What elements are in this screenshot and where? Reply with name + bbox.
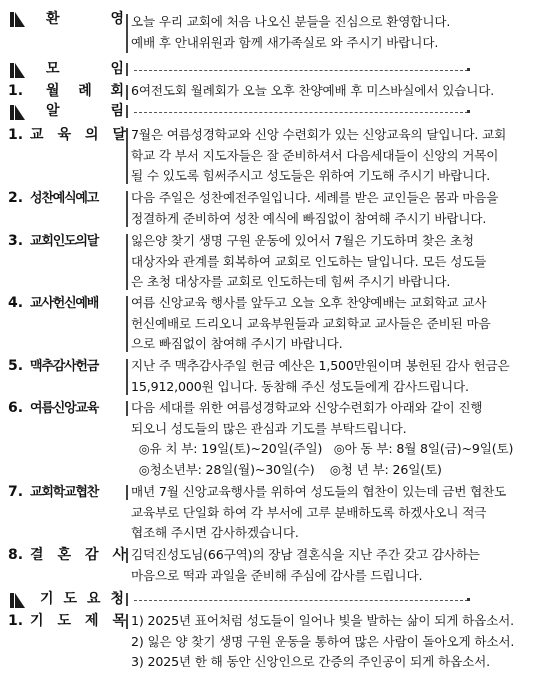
- divider: [126, 63, 128, 76]
- divider: [126, 14, 128, 53]
- dashed-rule: [134, 112, 468, 113]
- notice-item-text: 잃은양 찾기 생명 구원 운동에 있어서 7월은 기도하며 찾은 초청 대상자와 관계를 회복하여 교회로 인도하는 달입니다. 모든 성도들 은 초청 대상자를 교회로 인도하는데 힘써 주시기 바랍니다.: [131, 233, 487, 289]
- item-number: 2.: [8, 190, 24, 206]
- notice-item-label: 맥추감사헌금: [30, 359, 99, 374]
- rule-dot: [467, 598, 470, 601]
- divider: [126, 401, 128, 416]
- section-marker-icon: [10, 63, 27, 78]
- divider: [126, 105, 128, 118]
- divider: [126, 548, 128, 563]
- section-marker-icon: [10, 12, 27, 27]
- notice-item-text: 다음 세대를 위한 여름성경학교와 신앙수련회가 아래와 같이 진행 되오니 성도들의 많은 관심과 기도를 부탁드립니다. ◎유 치 부: 19일(토)~20일(주일) ◎아 동 부: 8월 8일(금)~9일(토) ◎청소년부: 28일(월)~30일(수) ◎청 년 부: 26일(토): [131, 400, 514, 477]
- rule-dot: [467, 110, 470, 113]
- item-number: 6.: [8, 400, 24, 416]
- divider: [126, 296, 128, 352]
- divider: [126, 128, 128, 184]
- notice-item-label: 교회학교협찬: [30, 485, 99, 500]
- prayer-item-text: 1) 2025년 표어처럼 성도들이 일어나 빛을 발하는 삶이 되게 하옵소서. 2) 잃은 양 찾기 생명 구원 운동을 통하여 많은 사람이 돌아오게 하소서. 3) 2025년 한 해 동안 신앙인으로 간증의 주인공이 되게 하옵소서.: [131, 613, 515, 669]
- notice-item-label: 교사헌신예배: [30, 296, 99, 311]
- welcome-label: 환 영: [46, 11, 124, 27]
- meeting-item-label: 월 례 회: [46, 83, 124, 99]
- notice-item-text: 매년 7월 신앙교육행사를 위하여 성도들의 협찬이 있는데 금번 협찬도 교육부로 단일화 하여 각 부서에 고루 분배하도록 하겠사오니 적극 협조해 주시면 감사하겠습니다.: [131, 484, 507, 540]
- notice-item-label: 교회인도의달: [30, 234, 99, 249]
- divider: [126, 191, 128, 227]
- section-marker-icon: [10, 105, 27, 120]
- notice-item-label: 교 육 의 달: [30, 127, 126, 143]
- notice-item-text: 다음 주일은 성찬예전주일입니다. 세례를 받은 교인들은 몸과 마음을 정결하게 준비하여 성찬 예식에 빠짐없이 참여해 주시기 바랍니다.: [131, 190, 499, 226]
- dashed-rule: [134, 600, 468, 601]
- notice-item-text: 김덕진성도님(66구역)의 장남 결혼식을 지난 주간 갖고 감사하는 마음으로 떡과 과일을 준비해 주심에 감사를 드립니다.: [131, 547, 480, 583]
- divider: [126, 614, 128, 629]
- notice-item-label: 성찬예식예고: [30, 191, 99, 206]
- divider: [126, 359, 128, 395]
- dashed-rule: [134, 70, 468, 71]
- notice-item-label: 여름신앙교육: [30, 401, 99, 416]
- welcome-text: 오늘 우리 교회에 처음 나오신 분들을 진심으로 환영합니다. 예배 후 안내위원과 함께 새가족실로 와 주시기 바랍니다.: [131, 14, 451, 50]
- divider: [126, 485, 128, 500]
- item-number: 4.: [8, 295, 24, 311]
- meeting-section-title: 모 임: [46, 61, 124, 77]
- item-number: 1.: [8, 83, 24, 99]
- notice-item-text: 여름 신앙교육 행사를 앞두고 오늘 오후 찬양예배는 교회학교 교사 헌신예배로 드리오니 교육부원들과 교회학교 교사들은 준비된 마음 으로 빠짐없이 참여해 주시기 바랍니다.: [131, 295, 491, 351]
- divider: [126, 85, 128, 100]
- notice-section-title: 알 림: [46, 103, 124, 119]
- item-number: 5.: [8, 358, 24, 374]
- item-number: 3.: [8, 233, 24, 249]
- notice-item-text: 지난 주 맥추감사주일 헌금 예산은 1,500만원이며 봉헌된 감사 헌금은 15,912,000원 입니다. 동참해 주신 성도들에게 감사드립니다.: [131, 358, 510, 394]
- item-number: 1.: [8, 127, 24, 143]
- rule-dot: [467, 68, 470, 71]
- item-number: 8.: [8, 547, 24, 563]
- divider: [126, 593, 128, 606]
- prayer-item-label: 기 도 제 목: [30, 613, 126, 629]
- divider: [126, 234, 128, 290]
- item-number: 1.: [8, 613, 24, 629]
- meeting-item-text: 6여전도회 월례회가 오늘 오후 찬양예배 후 미스바실에서 있습니다.: [131, 83, 495, 98]
- notice-item-text: 7월은 여름성경학교와 신앙 수련회가 있는 신앙교육의 달입니다. 교회 학교 각 부서 지도자들은 잘 준비하셔서 다음세대들이 신앙의 거목이 될 수 있도록 힘써주시고 성도들은 위하여 기도해 주시기 바랍니다.: [131, 127, 507, 183]
- item-number: 7.: [8, 484, 24, 500]
- notice-item-label: 결 혼 감 사: [30, 547, 126, 563]
- section-marker-icon: [10, 593, 27, 608]
- prayer-section-title: 기 도 요 청: [40, 591, 124, 607]
